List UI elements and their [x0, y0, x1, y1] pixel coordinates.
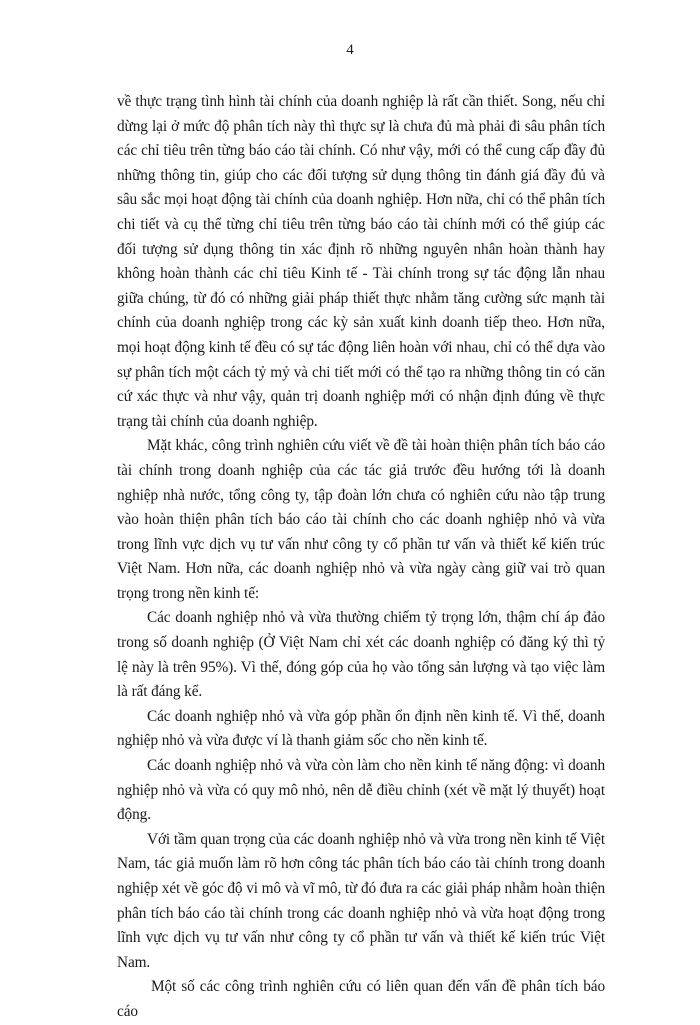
paragraph-sme-dynamism: Các doanh nghiệp nhỏ và vừa còn làm cho nền kinh tế năng động: vì doanh nghiệp nhỏ và vừa có quy mô nhỏ, nên dễ điều chỉnh (xét về mặt lý thuyết) hoạt động. [117, 757, 605, 824]
page-number: 4 [346, 42, 354, 58]
paragraph-related-works: Một số các công trình nghiên cứu có liên quan đến vấn đề phân tích báo cáo [117, 978, 605, 1020]
paragraph-author-purpose: Với tầm quan trọng của các doanh nghiệp nhỏ và vừa trong nền kinh tế Việt Nam, tác giả muốn làm rõ hơn công tác phân tích báo cáo tài chính trong doanh nghiệp xét về góc độ vi mô và vĩ mô, từ đó đưa ra các giải pháp nhằm hoàn thiện phân tích báo cáo tài chính trong các doanh nghiệp nhỏ và vừa hoạt động trong lĩnh vực dịch vụ tư vấn như công ty cổ phần tư vấn và thiết kế kiến trúc Việt Nam. [117, 830, 605, 971]
paragraph-sme-share: Các doanh nghiệp nhỏ và vừa thường chiếm tỷ trọng lớn, thậm chí áp đảo trong số doanh nghiệp (Ở Việt Nam chỉ xét các doanh nghiệp có đăng ký thì tỷ lệ này là trên 95%). Vì thế, đóng góp của họ vào tổng sản lượng và tạo việc làm là rất đáng kể. [117, 609, 605, 701]
paragraph-research-gap: Mặt khác, công trình nghiên cứu viết về đề tài hoàn thiện phân tích báo cáo tài chính trong doanh nghiệp của các tác giả trước đều hướng tới là doanh nghiệp nhà nước, tổng công ty, tập đoàn lớn chưa có nghiên cứu nào tập trung vào hoàn thiện phân tích báo cáo tài chính cho các doanh nghiệp nhỏ và vừa trong lĩnh vực dịch vụ tư vấn như công ty cổ phần tư vấn và thiết kế kiến trúc Việt Nam. Hơn nữa, các doanh nghiệp nhỏ và vừa ngày càng giữ vai trò quan trọng trong nền kinh tế: [117, 437, 605, 602]
paragraph-sme-stability: Các doanh nghiệp nhỏ và vừa góp phần ổn định nền kinh tế. Vì thế, doanh nghiệp nhỏ và vừa được ví là thanh giảm sốc cho nền kinh tế. [117, 707, 605, 750]
paragraph-continuation: về thực trạng tình hình tài chính của doanh nghiệp là rất cần thiết. Song, nếu chỉ dừng lại ở mức độ phân tích này thì thực sự là chưa đủ mà phải đi sâu phân tích các chỉ tiêu trên từng báo cáo tài chính. Có như vậy, mới có thể cung cấp đầy đủ những thông tin, giúp cho các đối tượng sử dụng thông tin đánh giá đầy đủ và sâu sắc mọi hoạt động tài chính của doanh nghiệp. Hơn nữa, chỉ có thể phân tích chi tiết và cụ thể từng chỉ tiêu trên từng báo cáo tài chính mới có thể giúp các đối tượng sử dụng thông tin xác định rõ những nguyên nhân hoàn thành hay không hoàn thành các chỉ tiêu Kinh tế - Tài chính trong sự tác động lẫn nhau giữa chúng, từ đó có những giải pháp thiết thực nhằm tăng cường sức mạnh tài chính của doanh nghiệp trong các kỳ sản xuất kinh doanh tiếp theo. Hơn nữa, mọi hoạt động kinh tế đều có sự tác động liên hoàn với nhau, chỉ có thể dựa vào sự phân tích một cách tỷ mỷ và chi tiết mới có thể tạo ra những thông tin có căn cứ xác thực và như vậy, quản trị doanh nghiệp mới có nhận định đúng về thực trạng tài chính của doanh nghiệp. [117, 93, 605, 430]
document-body [117, 90, 605, 1025]
